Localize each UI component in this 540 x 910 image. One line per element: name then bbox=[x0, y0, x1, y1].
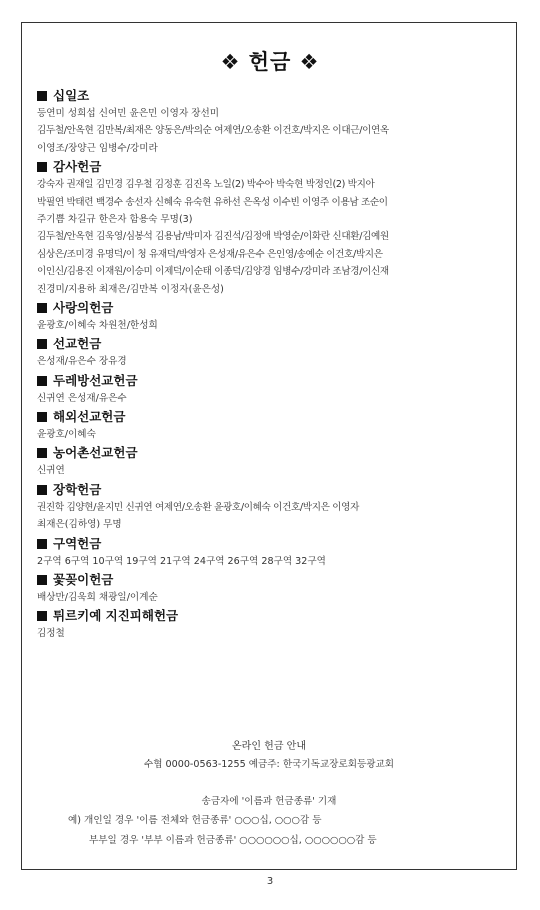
donor-line: 주기쁨 차길규 한은자 함용숙 무명(3) bbox=[37, 213, 193, 225]
remittance-instruction: 송금자에 '이름과 헌금종류' 기재 bbox=[201, 796, 337, 807]
donor-line: 이인신/김용진 이재원/이승미 이제덕/이순태 이종덕/김양경 임병수/강미라 조남경/이신재 bbox=[37, 266, 389, 278]
donor-line: 신귀연 은성재/유은수 bbox=[37, 392, 127, 404]
donor-line: 이영조/장양근 임병수/강미라 bbox=[37, 142, 158, 154]
donor-line: 2구역 6구역 10구역 19구역 21구역 24구역 26구역 28구역 32구역 bbox=[37, 555, 326, 567]
section-tithe-heading: 십일조 bbox=[37, 86, 503, 105]
example-couple: 부부일 경우 '부부 이름과 헌금종류' ○○○○○○십, ○○○○○○감 등 bbox=[89, 835, 377, 846]
donor-line: 신귀연 bbox=[37, 465, 65, 477]
square-bullet-icon bbox=[37, 485, 47, 495]
section-rural-mission-heading: 농어촌선교헌금 bbox=[37, 443, 503, 462]
donor-line: 등연미 성희섭 신여민 윤은민 이영자 장선미 bbox=[37, 108, 220, 119]
donor-line: 김두철/안옥현 김만복/최재은 양동은/박의순 여제연/오송환 이건호/박지은 이대근/이연옥 bbox=[37, 125, 389, 137]
square-bullet-icon bbox=[37, 339, 47, 349]
donor-line: 강숙자 권재일 김민경 김우철 김정훈 김진옥 노일(2) 박수아 박숙현 박정인(2) 박지아 bbox=[37, 179, 375, 191]
donor-line: 박필연 박태련 백경수 송선자 신혜숙 유숙현 유하선 은옥성 이수빈 이영주 이용남 조순이 bbox=[37, 196, 388, 208]
donor-line: 심상은/조미경 유명덕/이 청 유재덕/박영자 은성재/유은수 은인영/송예순 이건호/박지은 bbox=[37, 248, 383, 260]
section-flower-heading: 꽃꽂이헌금 bbox=[37, 570, 503, 589]
offering-list bbox=[37, 86, 503, 643]
section-district-heading: 구역헌금 bbox=[37, 534, 503, 553]
section-mission-heading: 선교헌금 bbox=[37, 334, 503, 353]
square-bullet-icon bbox=[37, 448, 47, 458]
donor-line: 최재은(김하영) 무명 bbox=[37, 519, 122, 531]
page-title: ❖ 헌금 ❖ bbox=[220, 50, 320, 74]
online-offering-info bbox=[21, 738, 517, 774]
section-thanksgiving-heading: 감사헌금 bbox=[37, 157, 503, 176]
example-individual: 예) 개인일 경우 '이름 전체와 헌금종류' ○○○십, ○○○감 등 bbox=[68, 815, 322, 826]
bank-account-line: 수협 0000-0563-1255 예금주: 한국기독교장로회등광교회 bbox=[143, 759, 395, 770]
square-bullet-icon bbox=[37, 376, 47, 386]
section-overseas-mission-heading: 해외선교헌금 bbox=[37, 407, 503, 426]
square-bullet-icon bbox=[37, 611, 47, 621]
section-scholarship-heading: 장학헌금 bbox=[37, 480, 503, 499]
page-number: 3 bbox=[266, 876, 274, 887]
donor-line: 권진학 김양현/윤지민 신귀연 여제연/오송환 윤광호/이혜숙 이건호/박지은 이영자 bbox=[37, 501, 360, 513]
section-durebang-mission-heading: 두레방선교헌금 bbox=[37, 371, 503, 390]
section-turkiye-relief-heading: 튀르키예 지진피해헌금 bbox=[37, 606, 503, 625]
square-bullet-icon bbox=[37, 412, 47, 422]
square-bullet-icon bbox=[37, 303, 47, 313]
donor-line: 김두철/안옥현 김욱영/심봉석 김용남/박미자 김진석/김정애 박영순/이화란 신대환/김예원 bbox=[37, 231, 389, 243]
square-bullet-icon bbox=[37, 162, 47, 172]
donor-line: 은성재/유은수 장유경 bbox=[37, 356, 127, 368]
donor-line: 김정철 bbox=[37, 628, 65, 640]
square-bullet-icon bbox=[37, 91, 47, 101]
donor-line: 진경미/지용하 최재은/김만복 이정자(윤은성) bbox=[37, 283, 224, 295]
online-offering-title: 온라인 헌금 안내 bbox=[232, 741, 306, 752]
donor-line: 배상만/김욱희 채광일/이계순 bbox=[37, 592, 158, 604]
donor-line: 윤광호/이혜숙 차원천/한성희 bbox=[37, 319, 158, 331]
section-love-offering-heading: 사랑의헌금 bbox=[37, 298, 503, 317]
donor-line: 윤광호/이혜숙 bbox=[37, 429, 96, 441]
square-bullet-icon bbox=[37, 575, 47, 585]
remittance-note bbox=[21, 793, 517, 851]
square-bullet-icon bbox=[37, 539, 47, 549]
